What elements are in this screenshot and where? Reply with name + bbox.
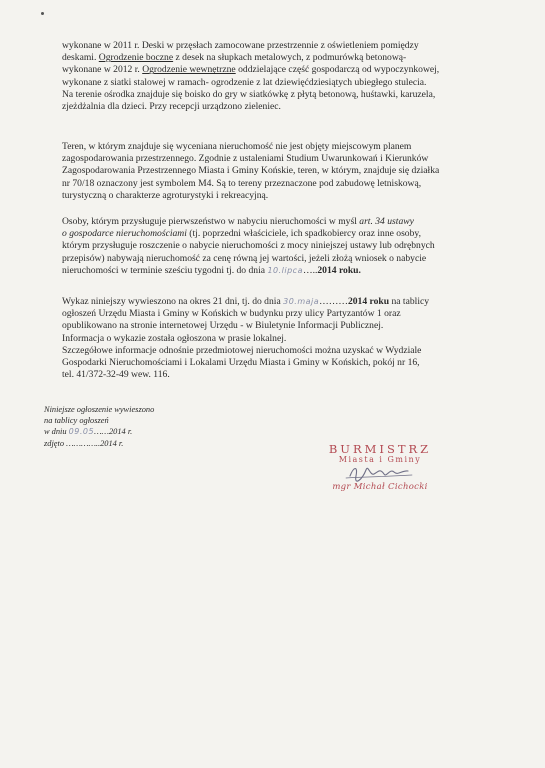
- note-line: w dniu 09.05……2014 r.: [44, 427, 133, 437]
- text-line: Gospodarki Nieruchomościami i Lokalami Urzędu Miasta i Gminy w Końskich, pokój nr 16,: [62, 357, 420, 369]
- text-line: tel. 41/372-32-49 wew. 116.: [62, 369, 170, 381]
- paragraph-posting: [62, 296, 506, 381]
- text-line: Szczegółowe informacje odnośnie przedmiotowej nieruchomości można uzyskać w Wydziale: [62, 344, 422, 356]
- note-line: Niniejsze ogłoszenie wywieszono: [44, 405, 155, 414]
- text-line: przepisów) nabywają nieruchomość za cenę równą jej wartości, jeżeli złożą wniosek o nabycie: [62, 252, 427, 264]
- text-line: turystyczną o charakterze agroturystyki i rekreacyjną.: [62, 189, 269, 201]
- note-line: zdjęto …………..2014 r.: [44, 438, 124, 448]
- text-line: Wykaz niniejszy wywieszono na okres 21 dni, tj. do dnia 30.maja………2014 roku na tablicy: [62, 296, 430, 307]
- text-line: Osoby, którym przysługuje pierwszeństwo w nabyciu nieruchomości w myśl art. 34 ustawy: [62, 216, 414, 227]
- law-reference: o gospodarce nieruchomościami: [62, 228, 187, 240]
- text-line: opublikowano na stronie internetowej Urzędu - w Biuletynie Informacji Publicznej.: [62, 320, 384, 332]
- text-line: wykonane w 2011 r. Deski w przęsłach zamocowane przestrzennie z oświetleniem pomiędzy: [62, 40, 419, 51]
- posting-year: 2014 roku: [347, 296, 390, 307]
- punch-mark: [41, 12, 44, 15]
- text-line: zjeżdżalnia dla dzieci. Przy recepcji urządzono zieleniec.: [62, 101, 281, 113]
- text-line: którym przysługuje roszczenie o nabycie nieruchomości z mocy niniejszej ustawy lub odrębnych: [62, 240, 435, 252]
- note-line: na tablicy ogłoszeń: [44, 416, 109, 426]
- handwritten-date: 30.maja: [283, 297, 320, 306]
- mayor-name: mgr Michał Cichocki: [332, 482, 428, 492]
- text-line: ogłoszeń Urzędu Miasta i Gminy w Końskich w budynku przy ulicy Partyzantów 1 oraz: [62, 308, 401, 320]
- text-line: Zagospodarowania Przestrzennego Miasta i Gminy Końskie, teren, w którym, znajduje się działka: [62, 165, 440, 177]
- text-line: Na terenie ośrodka znajduje się boisko do gry w siatkówkę z płytą betonową, huśtawki, karuzela,: [62, 88, 436, 100]
- underlined-term: Ogrodzenie boczne: [98, 52, 174, 64]
- underlined-term: Ogrodzenie wewnętrzne: [142, 64, 236, 76]
- paragraph-facilities: [62, 40, 506, 113]
- mayor-stamp: [320, 442, 440, 492]
- text-line: Informacja o wykazie została ogłoszona w prasie lokalnej.: [62, 332, 287, 344]
- deadline-year: 2014 roku.: [317, 264, 361, 276]
- handwritten-date: 09.05: [68, 427, 95, 437]
- posting-note: [44, 404, 154, 449]
- signature-icon: [340, 462, 420, 484]
- stamp-subtitle: Miasta i Gminy: [338, 455, 422, 464]
- text-line: nieruchomości w terminie sześciu tygodni tj. do dnia 10.lipca…..2014 roku.: [62, 264, 361, 276]
- stamp-title: BURMISTRZ: [328, 442, 432, 456]
- text-line: Teren, w którym znajduje się wyceniana nieruchomość nie jest objęty miejscowym planem: [62, 141, 412, 152]
- text-line: wykonane w 2012 r. Ogrodzenie wewnętrzne oddzielające część gospodarczą od wypoczynkowej,: [62, 64, 440, 76]
- handwritten-date: 10.lipca: [267, 265, 303, 275]
- paragraph-preemption: [62, 216, 506, 277]
- text-line: nr 70/18 oznaczony jest symbolem M4. Są to tereny przeznaczone pod zabudowę letniskową,: [62, 177, 422, 189]
- text-line: wykonane z siatki stalowej w ramach- ogrodzenie z lat dziewięćdziesiątych ubiegłego stulecia.: [62, 76, 427, 88]
- text-line: zagospodarowania przestrzennego. Zgodnie z ustaleniami Studium Uwarunkowań i Kierunków: [62, 153, 429, 165]
- text-line: o gospodarce nieruchomościami (tj. poprzedni właściciele, ich spadkobiercy oraz inne osoby,: [62, 228, 421, 240]
- law-reference: art. 34 ustawy: [359, 216, 414, 227]
- paragraph-zoning: [62, 141, 506, 202]
- text-line: deskami. Ogrodzenie boczne z desek na słupkach metalowych, z podmurówką betonową-: [62, 52, 407, 64]
